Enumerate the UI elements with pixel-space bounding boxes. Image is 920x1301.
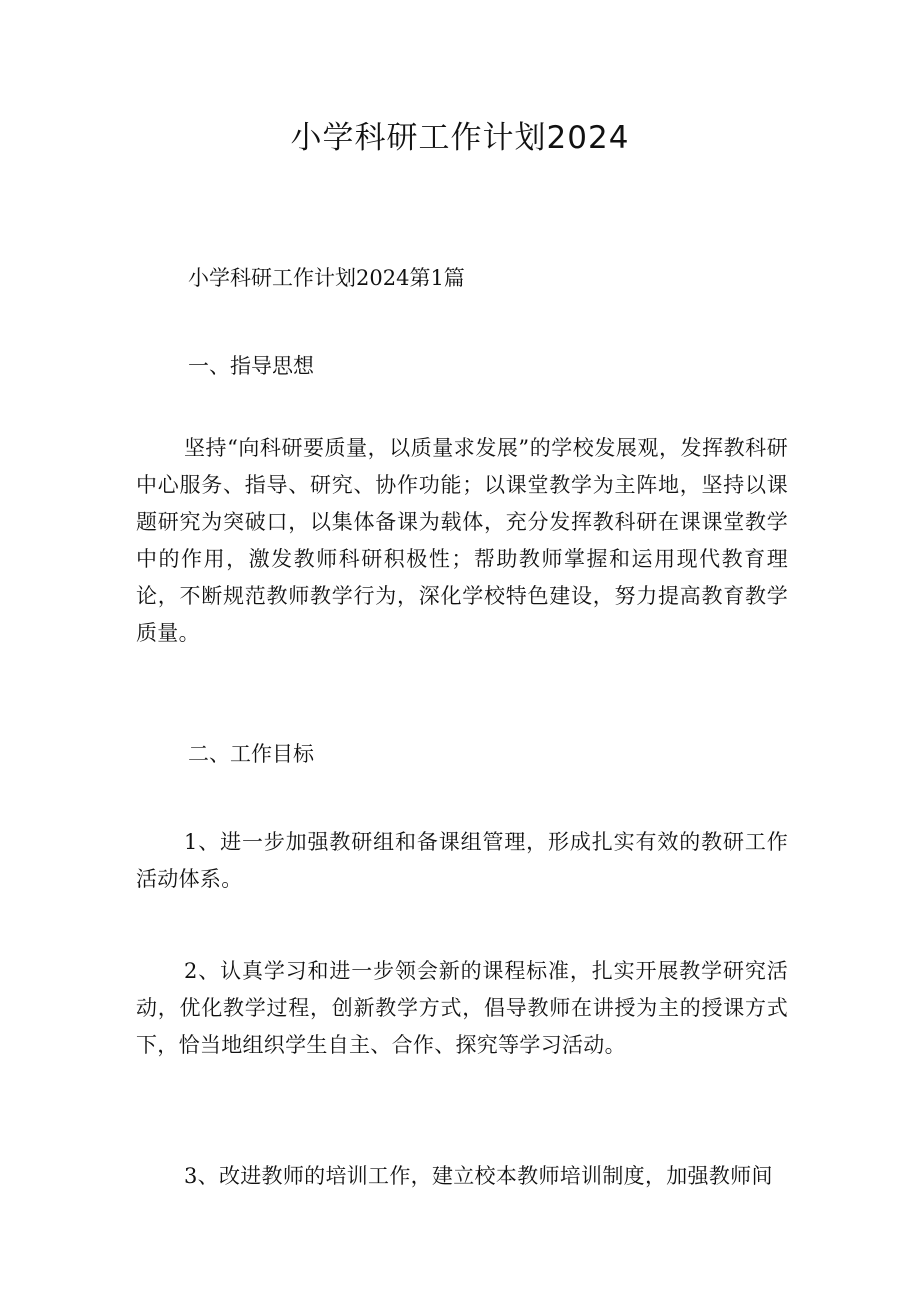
section-heading-guiding-ideology: 一、指导思想 [188, 354, 314, 378]
document-title: 小学科研工作计划2024 [290, 120, 630, 156]
document-subtitle: 小学科研工作计划2024第1篇 [188, 266, 465, 290]
section-heading-work-goals: 二、工作目标 [188, 742, 314, 766]
paragraph-goal-1: 1、进一步加强教研组和备课组管理，形成扎实有效的教研工作活动体系。 [136, 830, 788, 891]
paragraph-guiding-ideology: 坚持“向科研要质量，以质量求发展”的学校发展观，发挥教科研中心服务、指导、研究、协作功能；以课堂教学为主阵地，坚持以课题研究为突破口，以集体备课为载体，充分发挥教科研在课课堂教学中的作用，激发教师科研积极性；帮助教师掌握和运用现代教育理论，不断规范教师教学行为，深化学校特色建设，努力提高教育教学质量。 [136, 436, 788, 645]
paragraph-goal-2: 2、认真学习和进一步领会新的课程标准，扎实开展教学研究活动，优化教学过程，创新教学方式，倡导教师在讲授为主的授课方式下，恰当地组织学生自主、合作、探究等学习活动。 [136, 959, 788, 1057]
paragraph-goal-3: 3、改进教师的培训工作，建立校本教师培训制度，加强教师间 [184, 1164, 773, 1188]
